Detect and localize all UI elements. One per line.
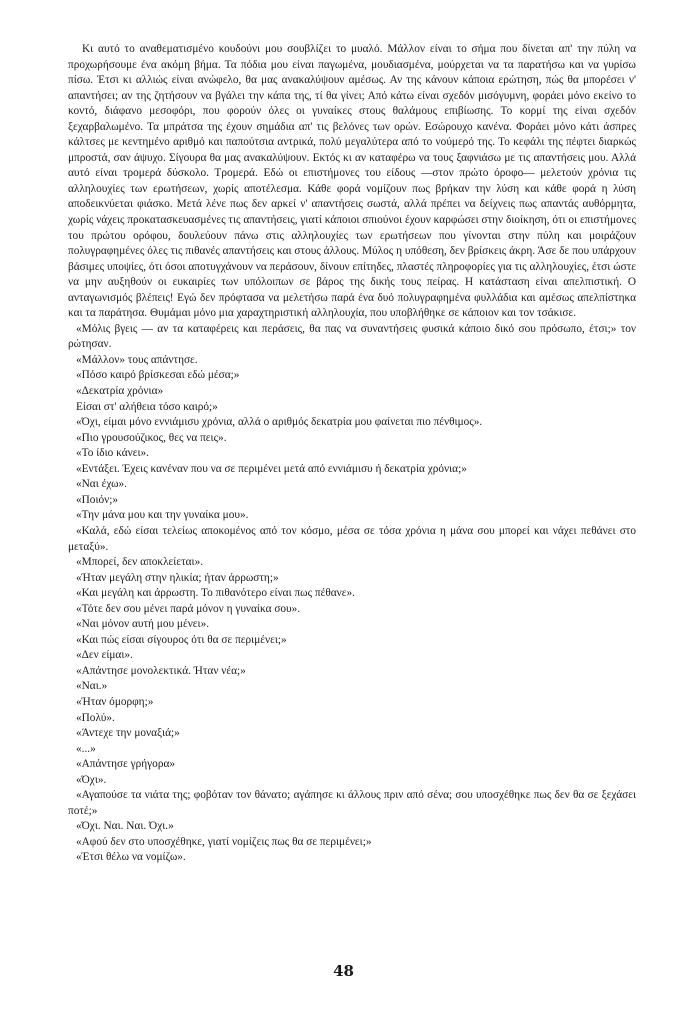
dialogue-line: «Καλά, εδώ είσαι τελείως αποκομένος από τον κόσμο, μέσα σε τόσα χρόνια η μάνα σου μπορεί και νάχει πεθάνει στο μεταξύ». bbox=[68, 524, 636, 553]
dialogue-line: «Ήταν όμορφη;» bbox=[76, 695, 154, 708]
dialogue-line: «Ναι.» bbox=[76, 680, 108, 693]
dialogue-line: Είσαι στ' αλήθεια τόσο καιρό;» bbox=[76, 400, 218, 413]
dialogue-list bbox=[68, 322, 636, 866]
dialogue-line: «Πολύ». bbox=[76, 711, 115, 724]
dialogue-line: «Τότε δεν σου μένει παρά μόνον η γυναίκα σου». bbox=[76, 602, 301, 615]
dialogue-line: «Και μεγάλη και άρρωστη. Το πιθανότερο είναι πως πέθανε». bbox=[76, 587, 356, 600]
page-text bbox=[68, 42, 636, 866]
dialogue-line: «Αγαπούσε τα νιάτα της; φοβόταν τον θάνατο; αγάπησε κι άλλους πριν από σένα; σου υποσχέθηκε πως δεν θα σε ξεχάσει ποτέ;» bbox=[68, 789, 636, 817]
dialogue-line: «Δεν είμαι». bbox=[76, 649, 133, 662]
dialogue-line: «Άντεχε την μοναξιά;» bbox=[76, 727, 180, 740]
dialogue-line: «Και πώς είσαι σίγουρος ότι θα σε περιμένει;» bbox=[76, 633, 287, 646]
narrative-paragraph: Κι αυτό το αναθεματισμένο κουδούνι μου σουβλίζει το μυαλό. Μάλλον είναι το σήμα που δίνεται απ' την πύλη να προχωρήσουμε ένα ακόμη βήμα. Τα πόδια μου είναι παγωμένα, μουδιασμένα, μούρχεται να τα παρατήσω και να γυρίσω πίσω. Έτσι κι αλλιώς είναι ανώφελο, θα μας ανακαλύψουν αμέσως. Αν της κάνουν κάποια ερώτηση, πώς θα μπορέσει ν' απαντήσει; αν της ζητήσουν να βγάλει την κάπα της, τί θα γίνει; Από κάτω είναι σχεδόν μισόγυμνη, φοράει μόνο εκείνο το κοντό, διάφανο μεσοφόρι, που φορούν όλες οι γυναίκες στους θαλάμους επιβίωσης. Το κορμί της είναι σχεδόν ξεχαρβαλωμένο. Τα μπράτσα της έχουν σημάδια απ' τις βελόνες των ορών. Εσώρουχο κανένα. Φοράει μόνο κάτι άσπρες κάλτσες με κεντημένο αριθμό και παπούτσια αντρικά, πολύ μεγαλύτερα από το νούμερό της. Το κεφάλι της πέφτει διαρκώς μπροστά, σαν άψυχο. Σίγουρα θα μας ανακαλύψουν. Εκτός κι αν καταφέρω να τους ξαφνιάσω με τις απαντήσεις μου. Αλλά αυτό είναι τρομερά δύσκολο. Τρομερά. Εδώ οι επιστήμονες του είδους —στον πρώτο όροφο— μελετούν χρόνια τις αλληλουχίες των ερωτήσεων, χωρίς αποτέλεσμα. Κάθε φορά νομίζουν πως βρήκαν την λύση και κάθε φορά η λύση αποδεικνύεται φιάσκο. Μετά λένε πως δεν αρκεί ν' απαντήσεις σωστά, αλλά πρέπει να δείχνεις πως απαντάς αυθόρμητα, χωρίς νάχεις προκατασκευασμένες τις απαντήσεις, γιατί κάποιοι σπιούνοι έχουν καρφώσει στην διοίκηση, ότι οι επιστήμονες του πρώτου ορόφου, δουλεύουν πάνω στις αλληλουχίες των ερωτήσεων που γίνονται στην πύλη και μοιράζουν πολυγραφημένες όλες τις πιθανές απαντήσεις και στους άλλους. Μύλος η υπόθεση, δεν βρίσκεις άκρη. Άσε δε που υπάρχουν βάσιμες υποψίες, ότι όσοι αποτυγχάνουν να περάσουν, δίνουν επίτηδες, πλαστές πληροφορίες για τις αλληλουχίες, έτσι ώστε να μην αυξηθούν οι ευκαιρίες των υπόλοιπων σε βάρος της δικής τους πείρας. Η κατάσταση είναι απελπιστική. Ο ανταγωνισμός βλέπεις! Εγώ δεν πρόφτασα να μελετήσω παρά ένα δυό πολυγραφημένα φυλλάδια και αμέσως απελπίστηκα και τα παράτησα. Θυμάμαι μόνο μια χαραχτηριστική αλληλουχία, που υποβλήθηκε σε κάποιον και τον τσάκισε. bbox=[68, 43, 636, 320]
dialogue-line: «Όχι, είμαι μόνο εννιάμισυ χρόνια, αλλά ο αριθμός δεκατρία μου φαίνεται πιο πένθιμος». bbox=[76, 416, 483, 429]
dialogue-line: «Ήταν μεγάλη στην ηλικία; ήταν άρρωστη;» bbox=[76, 571, 279, 584]
dialogue-line: «Πιο γρουσούζικος, θες να πεις». bbox=[76, 431, 227, 444]
dialogue-line: «Την μάνα μου και την γυναίκα μου». bbox=[76, 509, 249, 522]
dialogue-line: «Έτσι θέλω να νομίζω». bbox=[76, 851, 186, 864]
dialogue-line: «...» bbox=[76, 742, 96, 755]
dialogue-line: «Μόλις βγεις — αν τα καταφέρεις και περάσεις, θα πας να συναντήσεις φυσικά κάποιο δικό σου πρόσωπο, έτσι;» τον ρώτησαν. bbox=[68, 322, 636, 351]
dialogue-line: «Πόσο καιρό βρίσκεσαι εδώ μέσα;» bbox=[76, 369, 240, 382]
dialogue-line: «Όχι. Ναι. Ναι. Όχι.» bbox=[76, 820, 174, 833]
dialogue-line: «Ποιόν;» bbox=[76, 493, 119, 506]
dialogue-line: «Δεκατρία χρόνια» bbox=[76, 385, 164, 398]
dialogue-line: «Απάντησε μονολεκτικά. Ήταν νέα;» bbox=[76, 664, 246, 677]
dialogue-line: «Εντάξει. Έχεις κανέναν που να σε περιμένει μετά από εννιάμισυ ή δεκατρία χρόνια;» bbox=[76, 462, 467, 475]
dialogue-line: «Απάντησε γρήγορα» bbox=[76, 758, 176, 771]
dialogue-line: «Όχι». bbox=[76, 773, 107, 786]
dialogue-line: «Ναι μόνον αυτή μου μένει». bbox=[76, 618, 210, 631]
dialogue-line: «Μάλλον» τους απάντησε. bbox=[76, 353, 198, 366]
dialogue-line: «Αφού δεν στο υποσχέθηκε, γιατί νομίζεις πως θα σε περιμένει;» bbox=[76, 835, 372, 848]
dialogue-line: «Μπορεί, δεν αποκλείεται». bbox=[76, 556, 204, 569]
dialogue-line: «Το ίδιο κάνει». bbox=[76, 447, 149, 460]
page-number: 48 bbox=[333, 962, 354, 980]
dialogue-line: «Ναι έχω». bbox=[76, 478, 128, 491]
